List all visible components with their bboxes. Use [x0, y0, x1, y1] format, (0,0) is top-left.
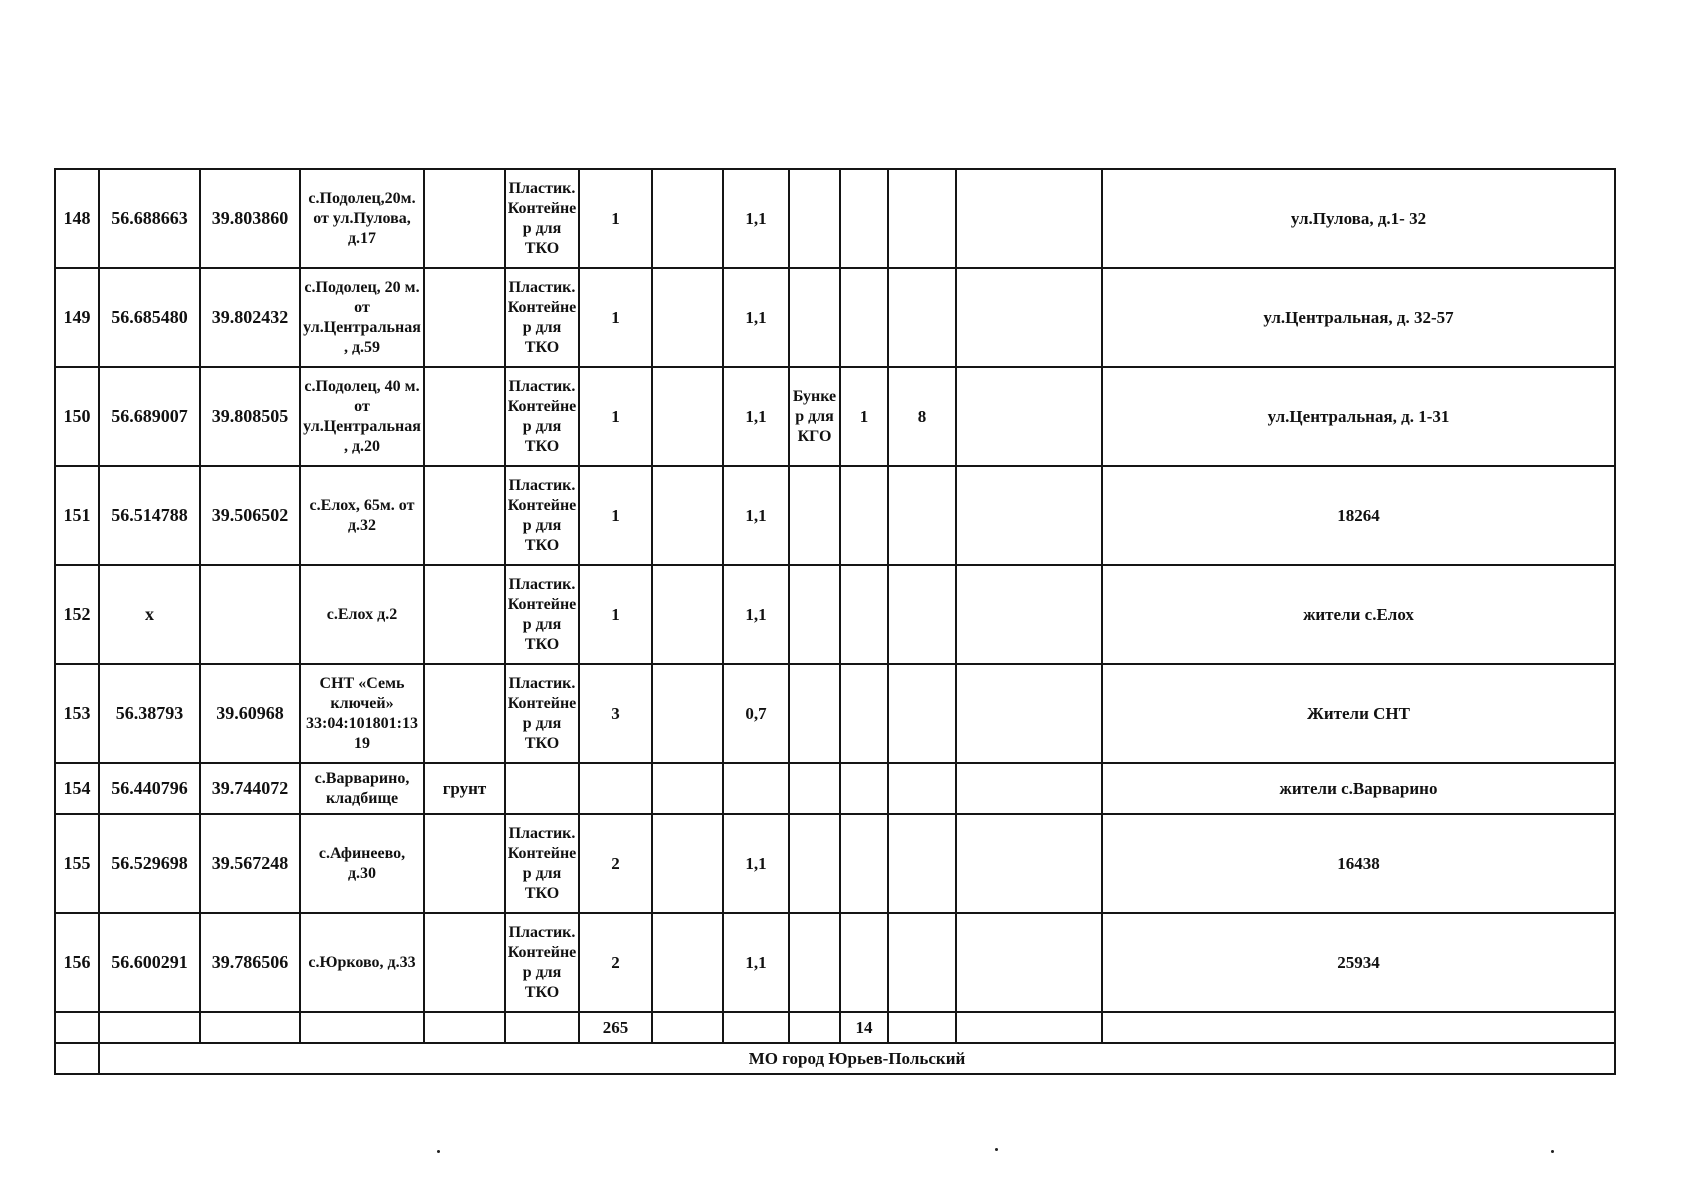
cell-c13	[956, 664, 1102, 763]
table-row	[55, 814, 1615, 913]
cell-bunker-volume	[888, 913, 956, 1012]
cell-bunker-volume	[888, 466, 956, 565]
cell-c8	[652, 367, 723, 466]
cell-volume: 1,1	[723, 169, 789, 268]
cell-container-type: Пластик. Контейнер для ТКО	[505, 367, 579, 466]
cell-no: 148	[55, 169, 99, 268]
cell-lon: 39.786506	[200, 913, 300, 1012]
cell-volume: 1,1	[723, 913, 789, 1012]
table-row	[55, 565, 1615, 664]
cell-volume	[723, 763, 789, 814]
cell-served: жители с.Елох	[1102, 565, 1615, 664]
cell-bunker-count	[840, 814, 888, 913]
empty-cell	[200, 1012, 300, 1043]
table-row	[55, 268, 1615, 367]
cell-container-type	[505, 763, 579, 814]
cell-no: 152	[55, 565, 99, 664]
cell-bunker-volume	[888, 814, 956, 913]
empty-cell	[789, 1012, 840, 1043]
cell-lat: 56.38793	[99, 664, 200, 763]
cell-surface	[424, 268, 505, 367]
cell-container-type: Пластик. Контейнер для ТКО	[505, 664, 579, 763]
empty-cell	[956, 1012, 1102, 1043]
cell-count: 2	[579, 913, 652, 1012]
cell-address: СНТ «Семь ключей» 33:04:101801:1319	[300, 664, 424, 763]
cell-c13	[956, 367, 1102, 466]
cell-count: 2	[579, 814, 652, 913]
cell-no: 151	[55, 466, 99, 565]
totals-row	[55, 1012, 1615, 1043]
cell-lat: х	[99, 565, 200, 664]
cell-surface	[424, 367, 505, 466]
cell-lat: 56.685480	[99, 268, 200, 367]
table-row	[55, 664, 1615, 763]
cell-bunker-type: Бункер для КГО	[789, 367, 840, 466]
cell-lon: 39.60968	[200, 664, 300, 763]
cell-c13	[956, 814, 1102, 913]
cell-container-type: Пластик. Контейнер для ТКО	[505, 913, 579, 1012]
cell-surface	[424, 466, 505, 565]
cell-container-type: Пластик. Контейнер для ТКО	[505, 169, 579, 268]
cell-served: Жители СНТ	[1102, 664, 1615, 763]
table-row	[55, 169, 1615, 268]
cell-bunker-count	[840, 268, 888, 367]
cell-no: 153	[55, 664, 99, 763]
cell-lat: 56.688663	[99, 169, 200, 268]
empty-cell	[99, 1012, 200, 1043]
cell-c13	[956, 913, 1102, 1012]
cell-lat: 56.514788	[99, 466, 200, 565]
cell-bunker-type	[789, 913, 840, 1012]
empty-cell	[505, 1012, 579, 1043]
section-row	[55, 1043, 1615, 1074]
cell-address: с.Елох, 65м. от д.32	[300, 466, 424, 565]
cell-lat: 56.600291	[99, 913, 200, 1012]
cell-no: 155	[55, 814, 99, 913]
cell-bunker-volume	[888, 565, 956, 664]
cell-lon: 39.506502	[200, 466, 300, 565]
cell-lon: 39.803860	[200, 169, 300, 268]
cell-address: с.Подолец, 20 м. от ул.Центральная, д.59	[300, 268, 424, 367]
cell-count: 1	[579, 169, 652, 268]
cell-c13	[956, 268, 1102, 367]
table-row	[55, 367, 1615, 466]
cell-served: 25934	[1102, 913, 1615, 1012]
cell-c8	[652, 664, 723, 763]
cell-served: ул.Центральная, д. 1-31	[1102, 367, 1615, 466]
scan-speck	[995, 1148, 998, 1151]
cell-volume: 1,1	[723, 367, 789, 466]
cell-bunker-count	[840, 169, 888, 268]
section-title: МО город Юрьев-Польский	[99, 1043, 1615, 1074]
cell-surface	[424, 664, 505, 763]
cell-container-type: Пластик. Контейнер для ТКО	[505, 814, 579, 913]
cell-bunker-volume	[888, 268, 956, 367]
cell-bunker-count	[840, 466, 888, 565]
cell-bunker-type	[789, 814, 840, 913]
scan-speck	[437, 1150, 440, 1153]
cell-bunker-type	[789, 565, 840, 664]
cell-surface	[424, 913, 505, 1012]
cell-c8	[652, 814, 723, 913]
cell-lon	[200, 565, 300, 664]
cell-bunker-volume	[888, 664, 956, 763]
cell-bunker-count	[840, 664, 888, 763]
cell-c8	[652, 268, 723, 367]
cell-lon: 39.808505	[200, 367, 300, 466]
cell-c13	[956, 466, 1102, 565]
cell-bunker-type	[789, 169, 840, 268]
cell-bunker-type	[789, 268, 840, 367]
cell-lat: 56.440796	[99, 763, 200, 814]
cell-c13	[956, 169, 1102, 268]
table-row	[55, 466, 1615, 565]
cell-c8	[652, 169, 723, 268]
cell-surface: грунт	[424, 763, 505, 814]
cell-address: с.Варварино, кладбище	[300, 763, 424, 814]
table-row	[55, 763, 1615, 814]
total-bunker-count: 14	[840, 1012, 888, 1043]
cell-lat: 56.689007	[99, 367, 200, 466]
cell-count: 1	[579, 367, 652, 466]
cell-surface	[424, 814, 505, 913]
cell-address: с.Афинеево, д.30	[300, 814, 424, 913]
cell-count: 1	[579, 565, 652, 664]
cell-lon: 39.802432	[200, 268, 300, 367]
cell-served: 16438	[1102, 814, 1615, 913]
cell-no: 149	[55, 268, 99, 367]
empty-cell	[1102, 1012, 1615, 1043]
cell-bunker-count: 1	[840, 367, 888, 466]
empty-cell	[652, 1012, 723, 1043]
cell-volume: 1,1	[723, 268, 789, 367]
register-table	[54, 168, 1616, 1075]
cell-container-type: Пластик. Контейнер для ТКО	[505, 268, 579, 367]
cell-bunker-type	[789, 664, 840, 763]
cell-served: жители с.Варварино	[1102, 763, 1615, 814]
empty-cell	[55, 1012, 99, 1043]
empty-cell	[424, 1012, 505, 1043]
cell-bunker-volume	[888, 169, 956, 268]
cell-bunker-count	[840, 565, 888, 664]
cell-served: ул.Пулова, д.1- 32	[1102, 169, 1615, 268]
cell-address: с.Елох д.2	[300, 565, 424, 664]
cell-count: 3	[579, 664, 652, 763]
table-row	[55, 913, 1615, 1012]
cell-c13	[956, 565, 1102, 664]
cell-volume: 1,1	[723, 466, 789, 565]
cell-c8	[652, 913, 723, 1012]
cell-address: с.Юрково, д.33	[300, 913, 424, 1012]
cell-volume: 1,1	[723, 565, 789, 664]
cell-container-type: Пластик. Контейнер для ТКО	[505, 466, 579, 565]
cell-count: 1	[579, 268, 652, 367]
cell-bunker-count	[840, 913, 888, 1012]
cell-address: с.Подолец,20м. от ул.Пулова, д.17	[300, 169, 424, 268]
cell-container-type: Пластик. Контейнер для ТКО	[505, 565, 579, 664]
cell-address: с.Подолец, 40 м. от ул.Центральная, д.20	[300, 367, 424, 466]
cell-surface	[424, 565, 505, 664]
cell-lon: 39.567248	[200, 814, 300, 913]
total-count: 265	[579, 1012, 652, 1043]
cell-c8	[652, 466, 723, 565]
empty-cell	[55, 1043, 99, 1074]
cell-served: ул.Центральная, д. 32-57	[1102, 268, 1615, 367]
cell-volume: 0,7	[723, 664, 789, 763]
cell-count	[579, 763, 652, 814]
cell-c8	[652, 565, 723, 664]
cell-count: 1	[579, 466, 652, 565]
cell-served: 18264	[1102, 466, 1615, 565]
cell-c8	[652, 763, 723, 814]
cell-no: 156	[55, 913, 99, 1012]
cell-no: 150	[55, 367, 99, 466]
cell-no: 154	[55, 763, 99, 814]
scan-speck	[1551, 1150, 1554, 1153]
empty-cell	[723, 1012, 789, 1043]
cell-bunker-volume	[888, 763, 956, 814]
cell-bunker-volume: 8	[888, 367, 956, 466]
cell-bunker-count	[840, 763, 888, 814]
cell-lon: 39.744072	[200, 763, 300, 814]
cell-c13	[956, 763, 1102, 814]
cell-bunker-type	[789, 466, 840, 565]
cell-bunker-type	[789, 763, 840, 814]
empty-cell	[300, 1012, 424, 1043]
empty-cell	[888, 1012, 956, 1043]
cell-surface	[424, 169, 505, 268]
cell-lat: 56.529698	[99, 814, 200, 913]
cell-volume: 1,1	[723, 814, 789, 913]
